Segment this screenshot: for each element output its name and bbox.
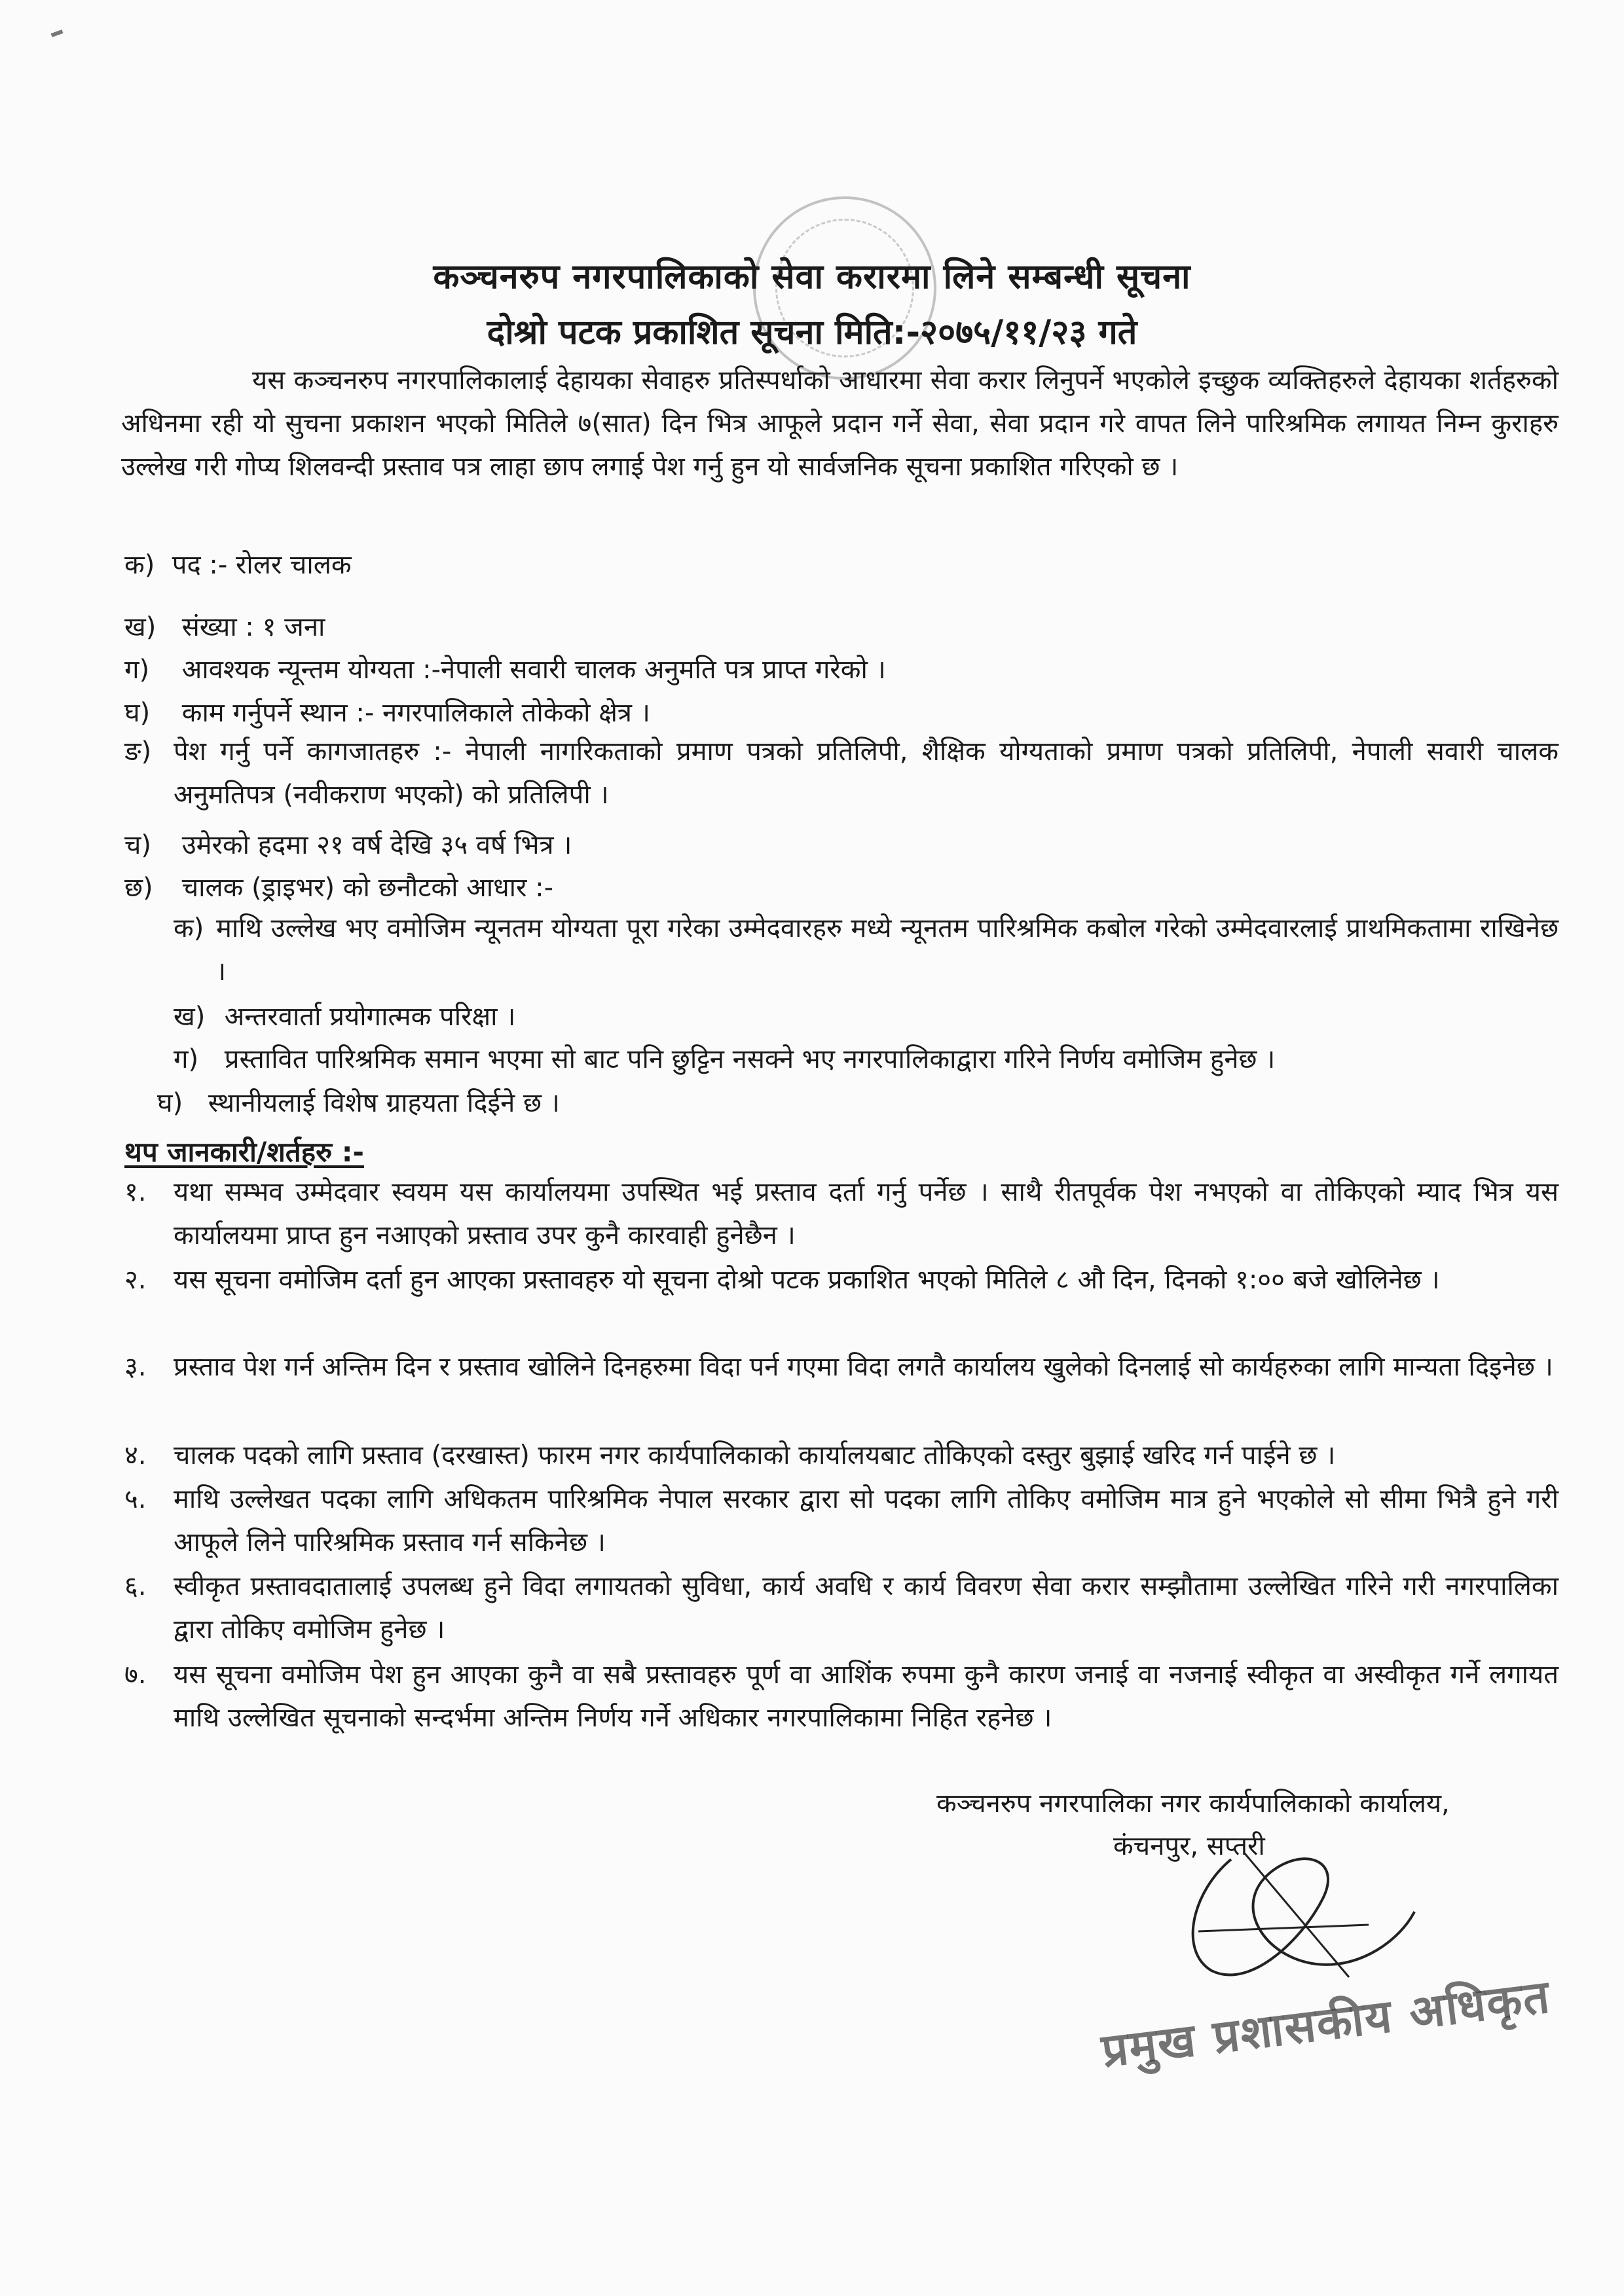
- item-label: ४.: [124, 1440, 147, 1470]
- item-label: ख): [124, 612, 157, 642]
- item-text: पेश गर्नु पर्ने कागजातहरु :- नेपाली नागरिकताको प्रमाण पत्रको प्रतिलिपी, शैक्षिक योग्यताको प्रमाण पत्रको प्रतिलिपी, नेपाली सवारी चालक अनुमतिपत्र (नवीकराण भएको) को प्रतिलिपी ।: [174, 737, 1559, 810]
- item-post: [124, 543, 352, 587]
- item-label: ६.: [124, 1571, 147, 1601]
- item-text: संख्या : १ जना: [181, 612, 325, 642]
- item-label: ५.: [124, 1484, 147, 1514]
- sub-item-d: [157, 1082, 560, 1125]
- item-selection-basis: [124, 866, 553, 909]
- designation-stamp: प्रमुख प्रशासकीय अधिकृत: [1098, 1969, 1554, 2078]
- item-text: यथा सम्भव उम्मेदवार स्वयम यस कार्यालयमा उपस्थित भई प्रस्ताव दर्ता गर्नु पर्नेछ । साथै रीतपूर्वक पेश नभएको वा तोकिएको म्याद भित्र यस कार्यालयमा प्राप्त हुन नआएको प्रस्ताव उपर कुनै कारवाही हुनेछैन ।: [174, 1177, 1559, 1250]
- term-5: [124, 1478, 1559, 1564]
- item-age: [124, 824, 572, 867]
- item-label: क): [124, 550, 155, 580]
- item-text: प्रस्ताव पेश गर्न अन्तिम दिन र प्रस्ताव खोलिने दिनहरुमा विदा पर्न गएमा विदा लगतै कार्यालय खुलेको दिनलाई सो कार्यहरुका लागि मान्यता दिइनेछ ।: [174, 1352, 1553, 1382]
- item-text: स्थानीयलाई विशेष ग्राहयता दिईने छ ।: [208, 1088, 560, 1118]
- item-text: उमेरको हदमा २१ वर्ष देखि ३५ वर्ष भित्र ।: [181, 830, 572, 860]
- item-label: ग): [174, 1044, 199, 1074]
- item-count: [124, 606, 325, 649]
- term-4: [124, 1434, 1559, 1477]
- item-label: ख): [174, 1002, 206, 1032]
- item-text: प्रस्तावित पारिश्रमिक समान भएमा सो बाट पनि छुट्टिन नसक्ने भए नगरपालिकाद्वारा गरिने निर्णय वमोजिम हुनेछ ।: [224, 1044, 1276, 1074]
- item-text: चालक पदको लागि प्रस्ताव (दरखास्त) फारम नगर कार्यपालिकाको कार्यालयबाट तोकिएको दस्तुर बुझाई खरिद गर्न पाईने छ ।: [174, 1440, 1336, 1470]
- item-label: घ): [124, 698, 151, 728]
- term-2: [124, 1258, 1559, 1302]
- signature-icon: [1153, 1833, 1428, 2003]
- item-label: ग): [124, 655, 150, 685]
- signoff-office: कञ्चनरुप नगरपालिका नगर कार्यपालिकाको कार्यालय,: [936, 1789, 1450, 1819]
- item-text: यस सूचना वमोजिम दर्ता हुन आएका प्रस्तावहरु यो सूचना दोश्रो पटक प्रकाशित भएको मितिले ८ औ दिन, दिनको १:०० बजे खोलिनेछ ।: [174, 1265, 1440, 1295]
- item-label: छ): [124, 873, 153, 903]
- item-text: यस सूचना वमोजिम पेश हुन आएका कुनै वा सबै प्रस्तावहरु पूर्ण वा आशिंक रुपमा कुनै कारण जनाई वा नजनाई स्वीकृत वा अस्वीकृत गर्ने लगायत माथि उल्लेखित सूचनाको सन्दर्भमा अन्तिम निर्णय गर्ने अधिकार नगरपालिकामा निहित रहनेछ ।: [174, 1660, 1559, 1733]
- item-workplace: [124, 691, 650, 735]
- item-text: काम गर्नुपर्ने स्थान :- नगरपालिकाले तोकेको क्षेत्र ।: [181, 698, 650, 728]
- item-text: माथि उल्लेखत पदका लागि अधिकतम पारिश्रमिक नेपाल सरकार द्वारा सो पदका लागि तोकिए वमोजिम मात्र हुने भएकोले सो सीमा भित्रै हुने गरी आफूले लिने पारिश्रमिक प्रस्ताव गर्न सकिनेछ ।: [174, 1484, 1559, 1558]
- sub-item-b: [174, 995, 515, 1038]
- item-label: २.: [124, 1265, 147, 1295]
- notice-subtitle: दोश्रो पटक प्रकाशित सूचना मिति:-२०७५/११/२३ गते: [487, 313, 1137, 352]
- item-label: ङ): [124, 737, 152, 767]
- item-text: स्वीकृत प्रस्तावदातालाई उपलब्ध हुने विदा लगायतको सुविधा, कार्य अवधि र कार्य विवरण सेवा करार सम्झौतामा उल्लेखित गरिने गरी नगरपालिका द्वारा तोकिए वमोजिम हुनेछ ।: [174, 1571, 1559, 1645]
- item-text: चालक (ड्राइभर) को छनौटको आधार :-: [181, 873, 554, 903]
- item-qualification: [124, 648, 886, 691]
- item-label: च): [124, 830, 152, 860]
- term-6: [124, 1565, 1559, 1651]
- item-label: क): [174, 913, 204, 943]
- term-7: [124, 1653, 1559, 1740]
- term-1: [124, 1171, 1559, 1257]
- item-label: ७.: [124, 1660, 147, 1690]
- sub-item-c: [174, 1038, 1275, 1081]
- notice-title: कञ्चनरुप नगरपालिकाको सेवा करारमा लिने सम्बन्धी सूचना: [433, 257, 1191, 297]
- item-label: घ): [157, 1088, 183, 1118]
- intro-paragraph: यस कञ्चनरुप नगरपालिकालाई देहायका सेवाहरु प्रतिस्पर्धाको आधारमा सेवा करार लिनुपर्ने भएकोले इच्छुक व्यक्तिहरुले देहायका शर्तहरुको अधिनमा रही यो सुचना प्रकाशन भएको मितिले ७(सात) दिन भित्र आफूले प्रदान गर्ने सेवा, सेवा प्रदान गरे वापत लिने पारिश्रमिक लगायत निम्न कुराहरु उल्लेख गरी गोप्य शिलवन्दी प्रस्ताव पत्र लाहा छाप लगाई पेश गर्नु हुन यो सार्वजनिक सूचना प्रकाशित गरिएको छ ।: [121, 365, 1559, 482]
- signoff-place: कंचनपुर, सप्तरी: [1113, 1831, 1265, 1861]
- scan-mark: [51, 29, 64, 37]
- item-text: आवश्यक न्यून्तम योग्यता :-नेपाली सवारी चालक अनुमति पत्र प्राप्त गरेको ।: [181, 655, 886, 685]
- item-text: अन्तरवार्ता प्रयोगात्मक परिक्षा ।: [224, 1002, 516, 1032]
- item-text: माथि उल्लेख भए वमोजिम न्यूनतम योग्यता पूरा गरेका उम्मेदवारहरु मध्ये न्यूनतम पारिश्रमिक कबोल गरेको उम्मेदवारलाई प्राथमिकतामा राखिनेछ ।: [216, 913, 1559, 987]
- item-documents: [124, 730, 1559, 816]
- item-label: ३.: [124, 1352, 147, 1382]
- terms-heading: थप जानकारी/शर्तहरु :-: [124, 1136, 364, 1168]
- term-3: [124, 1345, 1559, 1389]
- sub-item-a: [174, 907, 1559, 993]
- item-text: पद :- रोलर चालक: [172, 550, 352, 580]
- item-label: १.: [124, 1177, 147, 1207]
